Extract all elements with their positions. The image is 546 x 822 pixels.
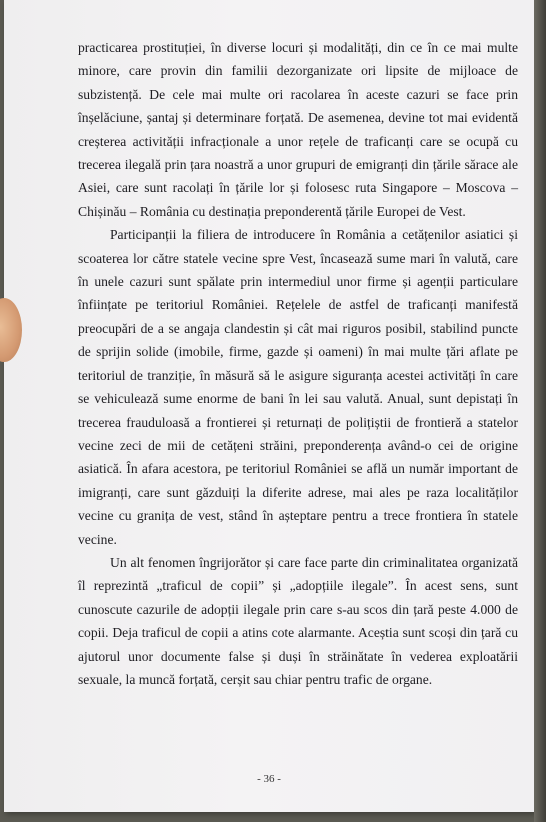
paragraph-3: Un alt fenomen îngrijorător și care face parte din criminalitatea organizată îl reprezintă „traficul de copii” și „adopțiile ilegale”. În acest sens, sunt cunoscute cazurile de adopții ilegale prin care s-au scos din țară peste 4.000 de copii. Deja traficul de copii a atins cote alarmante. Aceștia sunt scoși din țară cu ajutorul unor documente false și duși în străinătate în vederea exploatării sexuale, la muncă forțată, cerșit sau chiar pentru trafic de organe.: [78, 554, 518, 687]
page-number: - 36 -: [257, 773, 281, 785]
paragraph-2: Participanții la filiera de introducere în România a cetățenilor asiatici și scoaterea lor către statele vecine spre Vest, încasează sume mari în valută, care în unele cazuri sunt spălate prin intermediul unor firme și agenții particulare înființate pe teritoriul României. Rețelele de astfel de traficanți manifestă preocupări de a se angaja clandestin și cât mai riguros posibil, stabilind puncte de sprijin solide (imobile, firme, gazde și oameni) în mai multe țări aflate pe teritoriul de tranziție, în măsură să le asigure siguranța acestei activități în care se vehiculează sume enorme de bani în lei sau valută. Anual, sunt depistați în trecerea frauduloasă a frontierei și returnați de polițiștii de frontieră a statelor vecine zeci de mii de cetățeni străini, preponderența având-o cei de origine asiatică. În afara acestora, pe teritoriul României se află un număr important de imigranți, care sunt găzduiți la diferite adrese, mai ales pe raza localităților vecine cu granița de vest, stând în așteptare pentru a trece frontiera în statele vecine.: [78, 227, 518, 547]
document-page: [4, 0, 535, 812]
paragraph-1: practicarea prostituției, în diverse locuri și modalități, din ce în ce mai multe minore, care provin din familii dezorganizate ori lipsite de mijloace de subzistență. De cele mai multe ori racolarea în aceste cazuri se face prin înșelăciune, șantaj și determinare forțată. De asemenea, devine tot mai evidentă creșterea activității infracționale a unor rețele de traficanți care se ocupă cu trecerea ilegală prin țara noastră a unor grupuri de emigranți din țările sărace ale Asiei, care sunt racolați în țările lor și folosesc ruta Singapore – Moscova – Chișinău – România cu destinația preponderentă țările Europei de Vest.: [78, 40, 518, 219]
page-edge-shadow: [534, 0, 546, 822]
body-text: [78, 36, 518, 691]
